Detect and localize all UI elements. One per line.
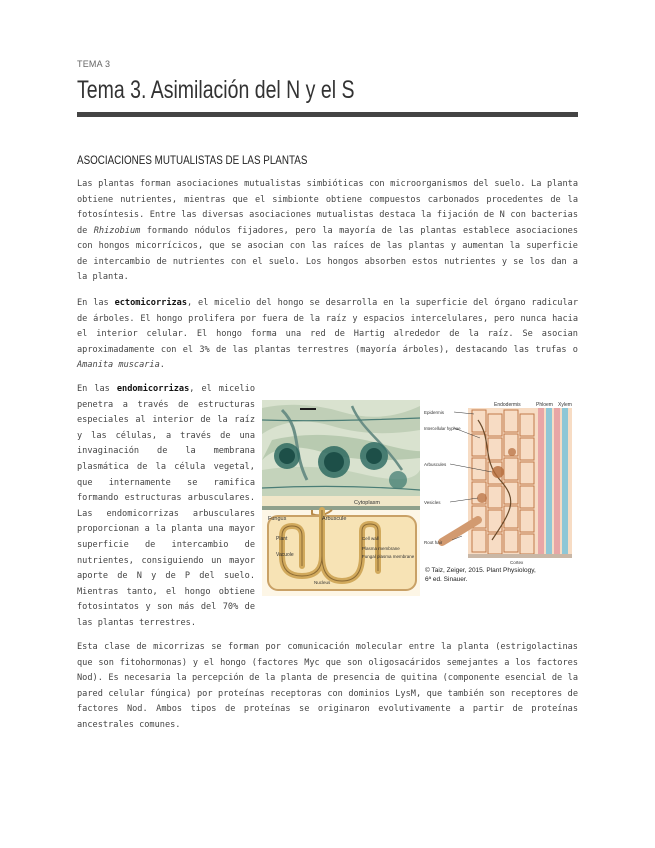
text-run: Las plantas forman asociaciones mutualistas simbióticas con microorganismos del suelo. La planta obtiene nutrientes, mientras que el simbionte obtiene compuestos carbonados procedentes de la fotosíntesis. Entre las diversas asociaciones mutualistas destaca la fijación de N con bacterias de [77, 179, 578, 236]
italic-term: Rhizobium [93, 225, 141, 236]
label-nucleus: Nucleus [314, 580, 331, 585]
label-arbuscule: Arbuscule [322, 516, 347, 522]
label-intercellular-hyphae: Intercellular hyphae [424, 426, 461, 431]
label-arbuscules: Arbuscules [424, 462, 447, 467]
text-run: En las [77, 298, 115, 308]
label-vacuole: Vacuole [276, 552, 294, 558]
root-svg [422, 400, 578, 566]
figure-credit [425, 566, 575, 584]
label-fungal-plasma: Fungal plasma membrane [362, 554, 415, 559]
paragraph-intro [77, 177, 578, 286]
paragraph-endomycorrhizae [77, 382, 255, 632]
label-plant: Plant [276, 536, 288, 542]
label-xylem: Xylem [558, 402, 572, 408]
text-run: . [159, 360, 165, 370]
text-run: , el micelio del hongo se desarrolla en la superficie del órgano radicular de árboles. El hongo prolifera por fuera de la raíz y espacios intercelulares, pero nunca hacia el interior celular. El hongo forma una red de Hartig alrededor de la raíz. Se asocian aproximadamente con el 3% de las plantas terrestres (mayoría árboles), destacando las trufas o [77, 298, 578, 355]
text-run: , el micelio penetra a través de estructuras especiales al interior de la raíz y las células, a través de una invaginación de la membrana plasmática de la célula vegetal, que internamente se ramifica formando estructuras arbusculares. Las endomicorrizas arbusculares proporcionan a la planta una mayor superficie de intercambio de nutrientes, consiguiendo un mayor aporte de N y de P del suelo. Mientras tanto, el hongo obtiene fotosintatos y son más del 70% de las plantas terrestres. [77, 384, 255, 628]
label-cortex: Cortex [510, 560, 524, 565]
credit-line-1: © Taiz, Zeiger, 2015. Plant Physiology, [425, 567, 536, 574]
label-fungus: Fungus [268, 516, 287, 522]
label-vesicles: Vesicles [424, 500, 441, 505]
section-heading: ASOCIACIONES MUTUALISTAS DE LAS PLANTAS [77, 153, 308, 167]
arbuscule-svg [262, 496, 420, 596]
label-endodermis: Endodermis [494, 402, 521, 408]
credit-line-2: 6ª ed. Sinauer. [425, 576, 468, 583]
bold-term: endomicorrizas [116, 384, 190, 394]
italic-term: Amanita muscaria [77, 360, 160, 370]
paragraph-ectomycorrhizae [77, 296, 578, 374]
micrograph-image [262, 400, 420, 496]
label-epidermis: Epidermis [424, 410, 445, 415]
text-run: formando nódulos fijadores, pero la mayoría de las plantas establece asociaciones con hongos micorrícicos, que se asocian con las raíces de las plantas y aumentan la superficie de intercambio de nutrientes con el suelo. Los hongos absorben estos nutrientes y se los dan a la planta. [77, 225, 578, 282]
title-divider [77, 112, 578, 117]
page-title: Tema 3. Asimilación del N y el S [77, 76, 355, 104]
label-cytoplasm: Cytoplasm [354, 500, 380, 506]
micrograph-svg [262, 400, 420, 496]
topic-label: TEMA 3 [77, 59, 111, 69]
text-run: En las [77, 384, 117, 394]
label-phloem: Phloem [536, 402, 553, 408]
label-cell-wall: Cell wall [362, 536, 379, 541]
bold-term: ectomicorrizas [114, 298, 188, 308]
paragraph-molecular-communication [77, 640, 578, 733]
arbuscule-diagram [262, 496, 420, 596]
text-run: Esta clase de micorrizas se forman por comunicación molecular entre la planta (estrigolactinas que son fitohormonas) y el hongo (factores Myc que son oligosacáridos semejantes a los factores Nod). Es necesaria la percepción de la planta de presencia de quitina (componente esencial de la pared celular fúngica) por proteínas receptoras con dominios LysM, que también son receptores de factores Nod. Ambos tipos de proteínas se originaron evolutivamente a partir de proteínas ancestrales comunes. [77, 642, 578, 730]
label-root-hair: Root hair [424, 540, 443, 545]
label-plasma-membrane: Plasma membrane [362, 546, 400, 551]
